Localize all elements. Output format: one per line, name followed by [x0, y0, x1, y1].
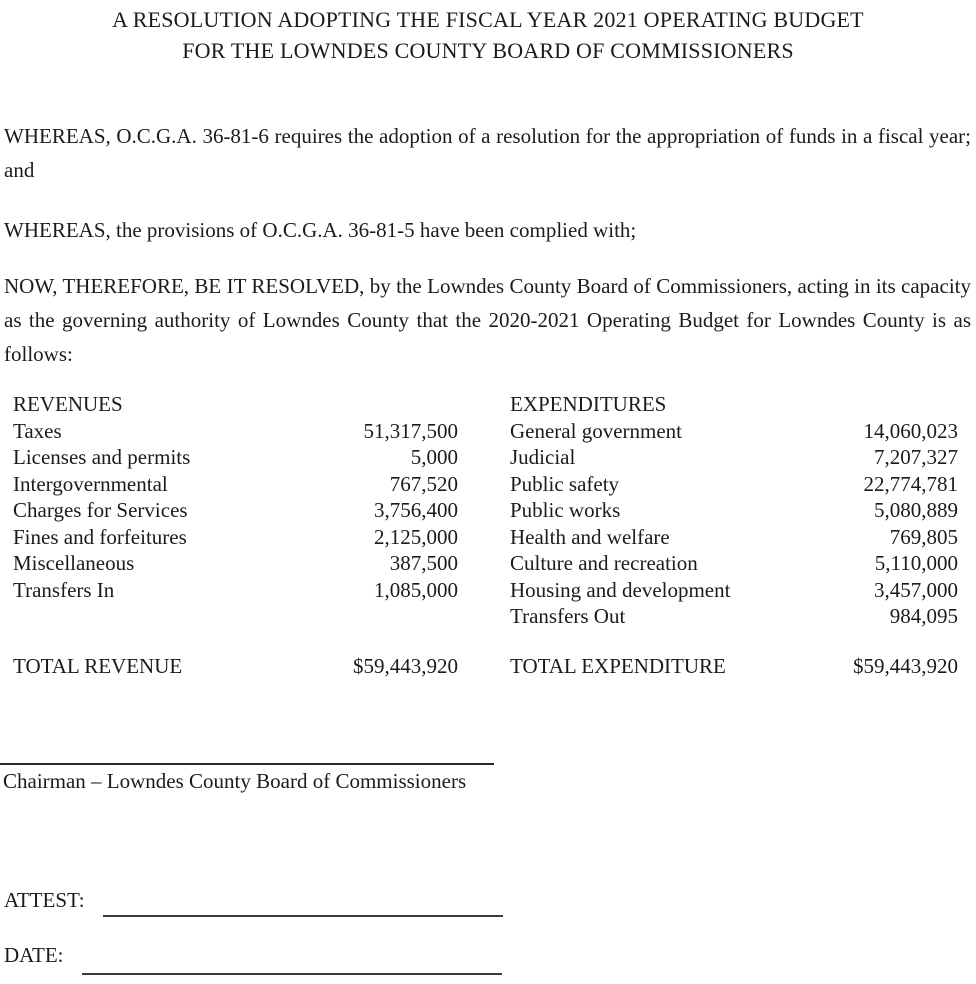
expenditure-item-value: 3,457,000: [874, 577, 958, 602]
document-title-line-2: FOR THE LOWNDES COUNTY BOARD OF COMMISSIONERS: [182, 38, 794, 63]
expenditure-item-value: 14,060,023: [863, 418, 958, 443]
document-title-line-1: A RESOLUTION ADOPTING THE FISCAL YEAR 2021 OPERATING BUDGET: [112, 7, 864, 32]
total-revenue-row: [13, 653, 458, 680]
revenue-item-label: Intergovernmental: [13, 471, 168, 496]
revenue-row: [13, 471, 458, 498]
expenditure-item-value: 7,207,327: [874, 445, 958, 469]
expenditure-item-label: Transfers Out: [510, 604, 626, 628]
revenue-item-label: Transfers In: [13, 577, 115, 602]
revenues-header: REVENUES: [13, 392, 123, 416]
expenditure-row: [510, 524, 958, 551]
expenditures-header: EXPENDITURES: [510, 392, 667, 416]
expenditure-item-label: Housing and development: [510, 577, 731, 602]
total-expenditure-label: TOTAL EXPENDITURE: [510, 654, 726, 678]
document-title: [0, 4, 976, 66]
date-signature-line: [82, 943, 502, 975]
expenditure-row: [510, 577, 958, 604]
expenditure-row: [510, 603, 958, 630]
date-signature-block: [4, 943, 502, 975]
revenue-item-value: 5,000: [410, 445, 458, 469]
paragraph-resolved: NOW, THEREFORE, BE IT RESOLVED, by the Lowndes County Board of Commissioners, acting in its capacity as the governing authority of Lowndes County that the 2020-2021 Operating Budget for Lowndes County is as follows:: [4, 274, 971, 366]
expenditure-item-value: 769,805: [889, 524, 958, 549]
expenditure-item-label: Public works: [510, 498, 621, 522]
revenue-row: [13, 524, 458, 551]
revenue-item-value: 3,756,400: [374, 498, 458, 522]
attest-label: ATTEST:: [4, 888, 85, 912]
revenue-item-label: Miscellaneous: [13, 551, 135, 575]
revenue-row: [13, 550, 458, 577]
revenue-row: [13, 418, 458, 445]
expenditure-item-label: General government: [510, 418, 683, 443]
expenditure-item-label: Health and welfare: [510, 524, 670, 549]
revenue-row: [13, 577, 458, 604]
date-label: DATE:: [4, 943, 64, 967]
revenue-row: [13, 444, 458, 471]
expenditure-item-value: 5,080,889: [874, 498, 958, 522]
expenditure-item-label: Public safety: [510, 471, 620, 496]
revenue-row: [13, 497, 458, 524]
expenditure-item-value: 22,774,781: [863, 471, 958, 496]
expenditure-item-label: Judicial: [510, 445, 576, 469]
revenue-item-value: 387,500: [389, 551, 458, 575]
expenditure-row: [510, 497, 958, 524]
paragraph-whereas-2: WHEREAS, the provisions of O.C.G.A. 36-81-5 have been complied with;: [4, 218, 637, 242]
total-expenditure-value: $59,443,920: [853, 654, 958, 678]
attest-signature-line: [103, 888, 503, 917]
expenditure-item-value: 984,095: [889, 604, 958, 628]
revenues-table: [13, 391, 458, 603]
chairman-signature-line: [0, 763, 494, 765]
revenue-item-value: 1,085,000: [374, 577, 458, 602]
chairman-signature-caption: Chairman – Lowndes County Board of Commissioners: [3, 769, 467, 793]
expenditure-item-value: 5,110,000: [874, 551, 958, 575]
revenue-item-label: Taxes: [13, 418, 62, 443]
total-revenue-value: $59,443,920: [353, 654, 458, 678]
expenditure-row: [510, 418, 958, 445]
paragraph-whereas-1: WHEREAS, O.C.G.A. 36-81-6 requires the adoption of a resolution for the appropriation of funds in a fiscal year; and: [4, 124, 971, 182]
revenue-item-label: Charges for Services: [13, 498, 188, 522]
total-revenue-label: TOTAL REVENUE: [13, 654, 183, 678]
revenue-item-value: 767,520: [389, 471, 458, 496]
revenue-item-label: Fines and forfeitures: [13, 524, 187, 549]
total-expenditure-row: [510, 653, 958, 680]
attest-signature-block: [4, 888, 503, 917]
revenue-item-label: Licenses and permits: [13, 445, 191, 469]
expenditure-row: [510, 550, 958, 577]
chairman-signature-block: [0, 763, 510, 794]
expenditure-item-label: Culture and recreation: [510, 551, 698, 575]
expenditure-row: [510, 444, 958, 471]
revenue-item-value: 2,125,000: [374, 524, 458, 549]
expenditures-table: [510, 391, 958, 630]
expenditure-row: [510, 471, 958, 498]
revenue-item-value: 51,317,500: [363, 418, 458, 443]
